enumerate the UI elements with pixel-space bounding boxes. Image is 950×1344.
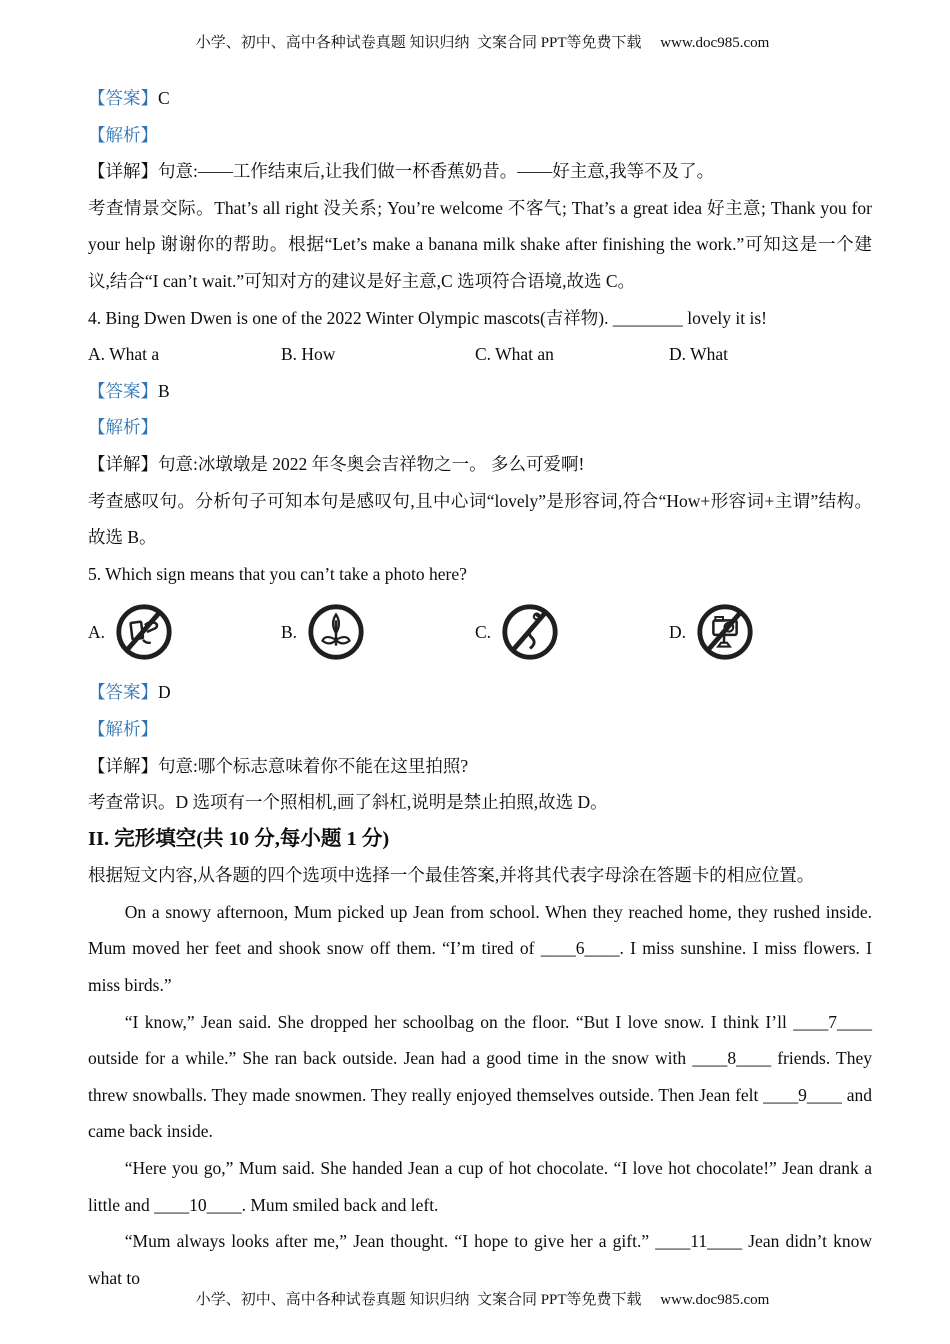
q5-detail-text: 【详解】句意:哪个标志意味着你不能在这里拍照? xyxy=(88,755,469,776)
q5-option-b xyxy=(281,601,475,663)
q5-answer-label: 【答案】 xyxy=(88,682,158,703)
q5-answer-line xyxy=(88,674,872,711)
q4-answer-value: B xyxy=(158,380,170,401)
q5-option-a-letter: A. xyxy=(88,622,106,643)
page-content xyxy=(88,80,872,1296)
q4-option-d: D. What xyxy=(669,344,728,365)
header-site-text: 小学、初中、高中各种试卷真题 知识归纳 文案合同 PPT等免费下载 www.doc985.com xyxy=(195,35,770,51)
no-fishing-hook-sign-icon xyxy=(499,601,561,663)
cloze-paragraph-1: On a snowy afternoon, Mum picked up Jean from school. When they reached home, they rushed inside. Mum moved her feet and shook snow off them. “I’m tired of ____6____. I miss sunshine. I miss flowers. I miss birds.” xyxy=(88,901,872,996)
cloze-paragraph-4: “Mum always looks after me,” Jean thought. “I hope to give her a gift.” ____11____ Jean didn’t know what to xyxy=(88,1231,872,1288)
q4-stem: 4. Bing Dwen Dwen is one of the 2022 Winter Olympic mascots(吉祥物). ________ lovely it is! xyxy=(88,307,767,328)
q4-option-c: C. What an xyxy=(475,344,554,365)
q5-option-c-letter: C. xyxy=(475,622,492,643)
q3-answer-line xyxy=(88,80,872,117)
footer-site-text: 小学、初中、高中各种试卷真题 知识归纳 文案合同 PPT等免费下载 www.doc985.com xyxy=(195,1292,770,1308)
cloze-instruction: 根据短文内容,从各题的四个选项中选择一个最佳答案,并将其代表字母涂在答题卡的相应位置。 xyxy=(88,865,815,886)
q4-analysis-label: 【解析】 xyxy=(88,417,158,438)
q4-explain-text: 考查感叹句。分析句子可知本句是感叹句,且中心词“lovely”是形容词,符合“How+形容词+主谓”结构。故选 B。 xyxy=(88,490,872,548)
q4-answer-label: 【答案】 xyxy=(88,380,158,401)
section-ii-heading: II. 完形填空(共 10 分,每小题 1 分) xyxy=(88,827,390,850)
plant-seedling-sign-icon xyxy=(305,601,367,663)
cloze-paragraph-3: “Here you go,” Mum said. She handed Jean a cup of hot chocolate. “I love hot chocolate!” Jean drank a little and ____10____. Mum smiled back and left. xyxy=(88,1158,872,1215)
q5-analysis-label: 【解析】 xyxy=(88,718,158,739)
q3-explain-text: 考查情景交际。That’s all right 没关系; You’re welcome 不客气; That’s a great idea 好主意; Thank you for your help 谢谢你的帮助。根据“Let’s make a banana milk shake after finishing the work.”可知这是一个建议,结合“I can’t wait.”可知对方的建议是好主意,C 选项符合语境,故选 C。 xyxy=(88,197,872,291)
q5-explain-text: 考查常识。D 选项有一个照相机,画了斜杠,说明是禁止拍照,故选 D。 xyxy=(88,792,608,813)
q5-option-a xyxy=(88,601,281,663)
no-camera-sign-icon xyxy=(694,601,756,663)
no-littering-sign-icon xyxy=(113,601,175,663)
page-footer xyxy=(0,1271,950,1326)
q5-option-b-letter: B. xyxy=(281,622,298,643)
q5-answer-value: D xyxy=(158,682,171,703)
q3-detail-text: 【详解】句意:——工作结束后,让我们做一杯香蕉奶昔。——好主意,我等不及了。 xyxy=(88,161,715,182)
q5-stem: 5. Which sign means that you can’t take a photo here? xyxy=(88,563,467,584)
q4-options-row xyxy=(88,336,872,373)
q3-analysis-label: 【解析】 xyxy=(88,124,158,145)
cloze-paragraph-2: “I know,” Jean said. She dropped her schoolbag on the floor. “But I love snow. I think I’ll ____7____ outside for a while.” She ran back outside. Jean had a good time in the snow with ____8____ friends. They threw snowballs. They made snowmen. They really enjoyed themselves outside. Then Jean felt ____9____ and came back inside. xyxy=(88,1011,872,1142)
q5-option-d xyxy=(669,601,872,663)
page-header xyxy=(0,14,950,69)
q4-option-a: A. What a xyxy=(88,344,160,365)
q5-sign-options-row xyxy=(88,592,872,672)
q4-option-b: B. How xyxy=(281,344,336,365)
q3-answer-label: 【答案】 xyxy=(88,88,158,108)
q4-detail-text: 【详解】句意:冰墩墩是 2022 年冬奥会吉祥物之一。 多么可爱啊! xyxy=(88,453,585,474)
q3-answer-value: C xyxy=(158,88,170,108)
q5-option-c xyxy=(475,601,669,663)
q4-answer-line xyxy=(88,373,872,410)
q5-option-d-letter: D. xyxy=(669,622,687,643)
